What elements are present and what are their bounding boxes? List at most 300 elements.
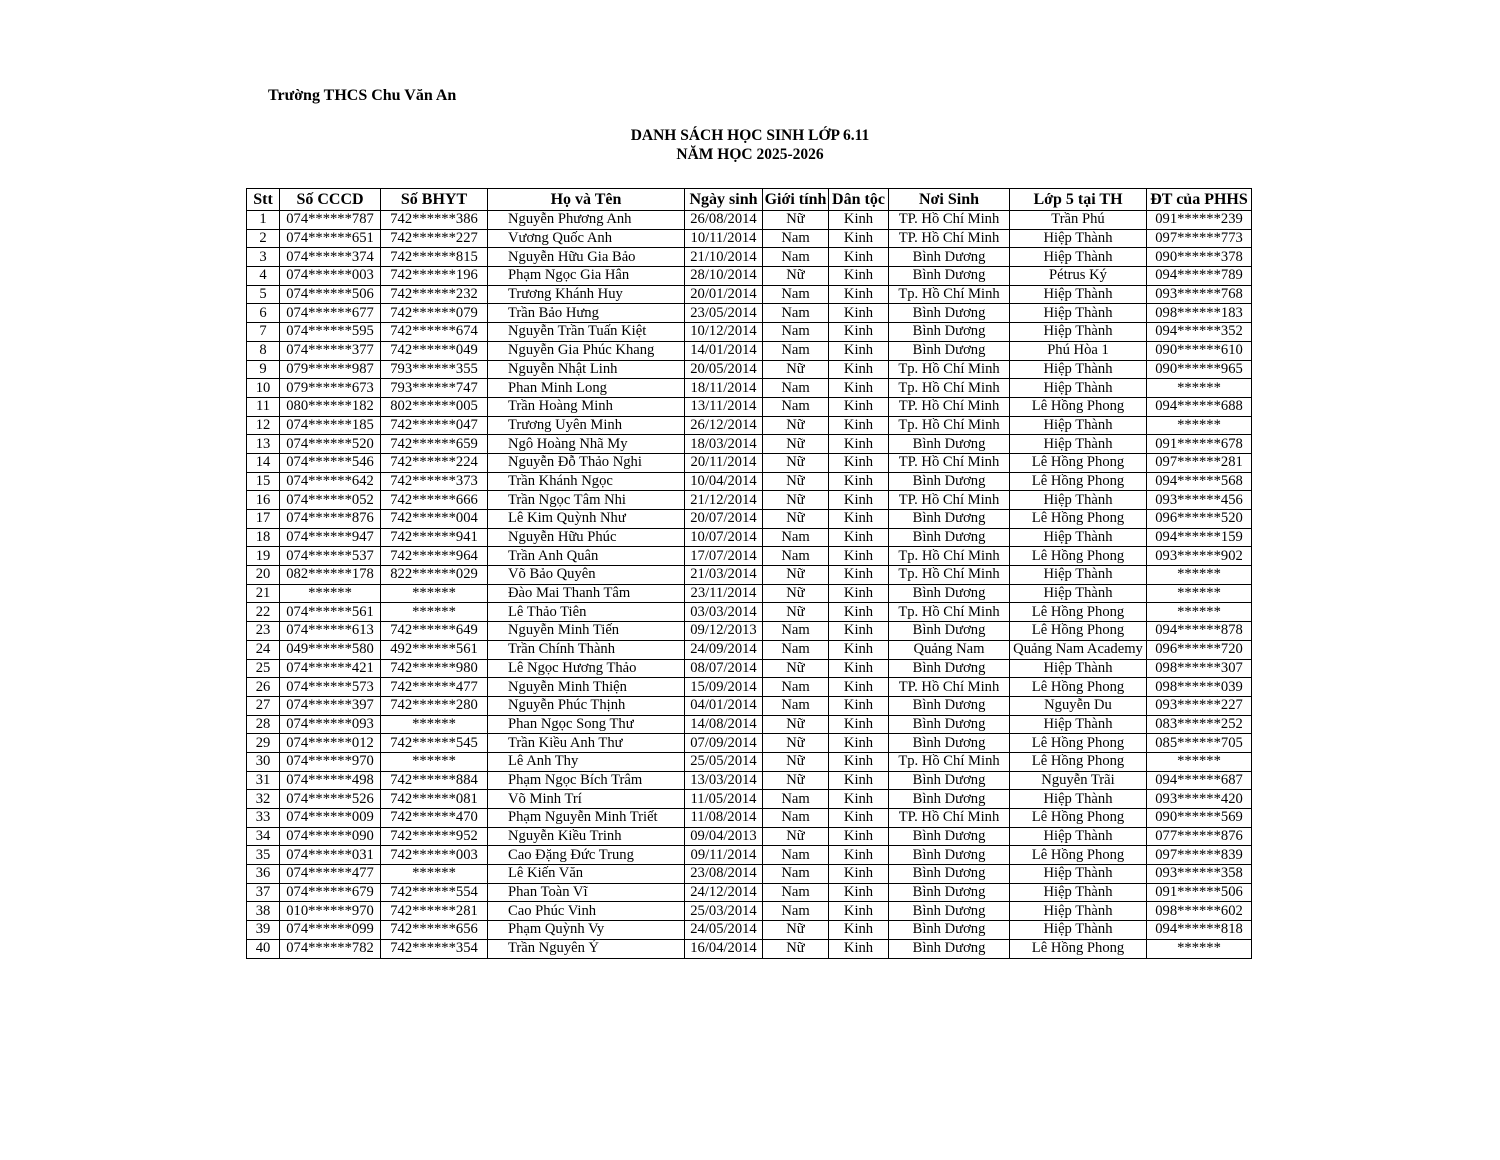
birth-place-cell: Bình Dương [889,584,1010,603]
parent-phone-cell: 091******678 [1147,435,1252,454]
table-row [247,752,1252,771]
cccd-number-cell: 074******099 [280,921,381,940]
grade5-school-cell: Hiệp Thành [1010,790,1147,809]
parent-phone-cell: 094******789 [1147,267,1252,286]
bhyt-number-cell: 742******354 [381,939,488,958]
birth-date-cell: 21/10/2014 [685,248,763,267]
row-number-cell: 16 [247,491,280,510]
ethnicity-cell: Kinh [829,809,889,828]
row-number-cell: 29 [247,734,280,753]
cccd-number-cell: 074******377 [280,341,381,360]
cccd-number-cell: 074******374 [280,248,381,267]
table-row [247,584,1252,603]
grade5-school-cell: Hiệp Thành [1010,865,1147,884]
student-name-cell: Trần Anh Quân [488,547,685,566]
bhyt-number-cell: 742******470 [381,809,488,828]
header-col-grade5-school: Lớp 5 tại TH [1010,189,1147,211]
student-name-cell: Trần Nguyên Ý [488,939,685,958]
ethnicity-cell: Kinh [829,883,889,902]
gender-cell: Nam [763,902,829,921]
birth-date-cell: 09/04/2013 [685,827,763,846]
cccd-number-cell: 074******506 [280,285,381,304]
gender-cell: Nữ [763,771,829,790]
table-row [247,659,1252,678]
grade5-school-cell: Lê Hồng Phong [1010,939,1147,958]
birth-date-cell: 28/10/2014 [685,267,763,286]
grade5-school-cell: Hiệp Thành [1010,921,1147,940]
bhyt-number-cell: 742******003 [381,846,488,865]
bhyt-number-cell: 742******004 [381,510,488,529]
row-number-cell: 35 [247,846,280,865]
table-row [247,883,1252,902]
table-row [247,603,1252,622]
cccd-number-cell: 074******397 [280,696,381,715]
birth-place-cell: Bình Dương [889,771,1010,790]
student-name-cell: Phan Minh Long [488,379,685,398]
ethnicity-cell: Kinh [829,939,889,958]
student-name-cell: Nguyễn Phúc Thịnh [488,696,685,715]
cccd-number-cell: 074******679 [280,883,381,902]
ethnicity-cell: Kinh [829,360,889,379]
birth-place-cell: Tp. Hồ Chí Minh [889,360,1010,379]
header-col-stt: Stt [247,189,280,211]
bhyt-number-cell: 742******941 [381,528,488,547]
bhyt-number-cell: 742******884 [381,771,488,790]
student-name-cell: Vương Quốc Anh [488,229,685,248]
student-name-cell: Nguyễn Đỗ Thảo Nghi [488,453,685,472]
cccd-number-cell: 074******520 [280,435,381,454]
row-number-cell: 17 [247,510,280,529]
gender-cell: Nữ [763,453,829,472]
row-number-cell: 19 [247,547,280,566]
student-name-cell: Võ Bảo Quyên [488,566,685,585]
table-row [247,323,1252,342]
gender-cell: Nam [763,790,829,809]
student-name-cell: Trần Khánh Ngọc [488,472,685,491]
ethnicity-cell: Kinh [829,827,889,846]
bhyt-number-cell: 742******079 [381,304,488,323]
row-number-cell: 28 [247,715,280,734]
gender-cell: Nam [763,865,829,884]
cccd-number-cell: 074******613 [280,622,381,641]
parent-phone-cell: 098******602 [1147,902,1252,921]
header-col-birth-place: Nơi Sinh [889,189,1010,211]
bhyt-number-cell: 742******049 [381,341,488,360]
table-row [247,435,1252,454]
bhyt-number-cell: 793******747 [381,379,488,398]
birth-place-cell: Bình Dương [889,528,1010,547]
ethnicity-cell: Kinh [829,397,889,416]
bhyt-number-cell: 742******666 [381,491,488,510]
gender-cell: Nam [763,547,829,566]
parent-phone-cell: 077******876 [1147,827,1252,846]
gender-cell: Nữ [763,659,829,678]
gender-cell: Nữ [763,921,829,940]
birth-date-cell: 14/01/2014 [685,341,763,360]
birth-place-cell: Quảng Nam [889,640,1010,659]
birth-place-cell: Bình Dương [889,304,1010,323]
birth-date-cell: 21/03/2014 [685,566,763,585]
birth-date-cell: 10/11/2014 [685,229,763,248]
cccd-number-cell: 074******003 [280,267,381,286]
grade5-school-cell: Lê Hồng Phong [1010,510,1147,529]
birth-date-cell: 24/12/2014 [685,883,763,902]
row-number-cell: 5 [247,285,280,304]
student-name-cell: Nguyễn Minh Thiện [488,678,685,697]
birth-place-cell: Bình Dương [889,865,1010,884]
cccd-number-cell: 074******595 [280,323,381,342]
table-row [247,696,1252,715]
student-name-cell: Nguyễn Kiều Trinh [488,827,685,846]
grade5-school-cell: Hiệp Thành [1010,360,1147,379]
grade5-school-cell: Lê Hồng Phong [1010,453,1147,472]
ethnicity-cell: Kinh [829,547,889,566]
parent-phone-cell: 097******281 [1147,453,1252,472]
birth-place-cell: Bình Dương [889,939,1010,958]
cccd-number-cell: 074******787 [280,211,381,230]
gender-cell: Nam [763,846,829,865]
birth-place-cell: Bình Dương [889,472,1010,491]
parent-phone-cell: 090******965 [1147,360,1252,379]
parent-phone-cell: 094******568 [1147,472,1252,491]
table-row [247,734,1252,753]
ethnicity-cell: Kinh [829,416,889,435]
birth-place-cell: TP. Hồ Chí Minh [889,397,1010,416]
parent-phone-cell: 096******520 [1147,510,1252,529]
birth-date-cell: 18/03/2014 [685,435,763,454]
ethnicity-cell: Kinh [829,921,889,940]
gender-cell: Nữ [763,360,829,379]
table-row [247,790,1252,809]
birth-date-cell: 03/03/2014 [685,603,763,622]
table-row [247,248,1252,267]
row-number-cell: 27 [247,696,280,715]
table-body [247,211,1252,959]
bhyt-number-cell: 742******980 [381,659,488,678]
parent-phone-cell: 097******773 [1147,229,1252,248]
bhyt-number-cell: 793******355 [381,360,488,379]
grade5-school-cell: Hiệp Thành [1010,491,1147,510]
birth-date-cell: 20/07/2014 [685,510,763,529]
parent-phone-cell: 094******818 [1147,921,1252,940]
ethnicity-cell: Kinh [829,566,889,585]
cccd-number-cell: 074******090 [280,827,381,846]
gender-cell: Nữ [763,752,829,771]
bhyt-number-cell: ****** [381,603,488,622]
gender-cell: Nữ [763,510,829,529]
table-row [247,715,1252,734]
ethnicity-cell: Kinh [829,323,889,342]
birth-date-cell: 10/04/2014 [685,472,763,491]
gender-cell: Nam [763,640,829,659]
gender-cell: Nam [763,397,829,416]
birth-place-cell: TP. Hồ Chí Minh [889,491,1010,510]
parent-phone-cell: ****** [1147,752,1252,771]
birth-date-cell: 15/09/2014 [685,678,763,697]
birth-date-cell: 20/01/2014 [685,285,763,304]
cccd-number-cell: 049******580 [280,640,381,659]
ethnicity-cell: Kinh [829,902,889,921]
gender-cell: Nữ [763,603,829,622]
gender-cell: Nữ [763,267,829,286]
cccd-number-cell: 074******677 [280,304,381,323]
header-col-full-name: Họ và Tên [488,189,685,211]
parent-phone-cell: ****** [1147,939,1252,958]
grade5-school-cell: Phú Hòa 1 [1010,341,1147,360]
ethnicity-cell: Kinh [829,584,889,603]
cccd-number-cell: 074******421 [280,659,381,678]
parent-phone-cell: 094******688 [1147,397,1252,416]
gender-cell: Nam [763,229,829,248]
birth-place-cell: Bình Dương [889,846,1010,865]
grade5-school-cell: Hiệp Thành [1010,229,1147,248]
grade5-school-cell: Hiệp Thành [1010,248,1147,267]
ethnicity-cell: Kinh [829,659,889,678]
bhyt-number-cell: 742******280 [381,696,488,715]
row-number-cell: 39 [247,921,280,940]
table-row [247,902,1252,921]
birth-date-cell: 18/11/2014 [685,379,763,398]
gender-cell: Nam [763,622,829,641]
table-row [247,304,1252,323]
table-row [247,678,1252,697]
birth-date-cell: 08/07/2014 [685,659,763,678]
gender-cell: Nữ [763,472,829,491]
parent-phone-cell: 094******878 [1147,622,1252,641]
bhyt-number-cell: 742******656 [381,921,488,940]
birth-date-cell: 13/03/2014 [685,771,763,790]
student-name-cell: Trương Khánh Huy [488,285,685,304]
row-number-cell: 11 [247,397,280,416]
ethnicity-cell: Kinh [829,453,889,472]
grade5-school-cell: Hiệp Thành [1010,566,1147,585]
cccd-number-cell: 074******561 [280,603,381,622]
ethnicity-cell: Kinh [829,752,889,771]
ethnicity-cell: Kinh [829,715,889,734]
ethnicity-cell: Kinh [829,771,889,790]
cccd-number-cell: 074******642 [280,472,381,491]
parent-phone-cell: 098******039 [1147,678,1252,697]
ethnicity-cell: Kinh [829,229,889,248]
grade5-school-cell: Hiệp Thành [1010,304,1147,323]
table-row [247,771,1252,790]
birth-date-cell: 07/09/2014 [685,734,763,753]
student-name-cell: Võ Minh Trí [488,790,685,809]
grade5-school-cell: Lê Hồng Phong [1010,472,1147,491]
bhyt-number-cell: ****** [381,865,488,884]
student-name-cell: Phạm Nguyễn Minh Triết [488,809,685,828]
cccd-number-cell: 074******537 [280,547,381,566]
gender-cell: Nữ [763,491,829,510]
table-row [247,491,1252,510]
row-number-cell: 21 [247,584,280,603]
birth-date-cell: 11/05/2014 [685,790,763,809]
birth-place-cell: Bình Dương [889,323,1010,342]
birth-date-cell: 10/12/2014 [685,323,763,342]
bhyt-number-cell: 742******386 [381,211,488,230]
birth-place-cell: Bình Dương [889,659,1010,678]
grade5-school-cell: Hiệp Thành [1010,416,1147,435]
bhyt-number-cell: ****** [381,584,488,603]
birth-place-cell: Tp. Hồ Chí Minh [889,416,1010,435]
grade5-school-cell: Hiệp Thành [1010,528,1147,547]
bhyt-number-cell: 742******952 [381,827,488,846]
bhyt-number-cell: 742******649 [381,622,488,641]
grade5-school-cell: Hiệp Thành [1010,435,1147,454]
birth-place-cell: Bình Dương [889,883,1010,902]
student-name-cell: Phan Toàn Vĩ [488,883,685,902]
cccd-number-cell: 080******182 [280,397,381,416]
birth-date-cell: 16/04/2014 [685,939,763,958]
gender-cell: Nữ [763,416,829,435]
header-col-ethnicity: Dân tộc [829,189,889,211]
grade5-school-cell: Lê Hồng Phong [1010,547,1147,566]
table-row [247,397,1252,416]
student-name-cell: Lê Kim Quỳnh Như [488,510,685,529]
parent-phone-cell: ****** [1147,566,1252,585]
birth-place-cell: TP. Hồ Chí Minh [889,229,1010,248]
grade5-school-cell: Lê Hồng Phong [1010,622,1147,641]
parent-phone-cell: 090******378 [1147,248,1252,267]
row-number-cell: 38 [247,902,280,921]
parent-phone-cell: 093******768 [1147,285,1252,304]
birth-place-cell: Bình Dương [889,902,1010,921]
grade5-school-cell: Lê Hồng Phong [1010,809,1147,828]
birth-date-cell: 11/08/2014 [685,809,763,828]
parent-phone-cell: 096******720 [1147,640,1252,659]
bhyt-number-cell: 742******674 [381,323,488,342]
parent-phone-cell: 094******687 [1147,771,1252,790]
birth-place-cell: Bình Dương [889,435,1010,454]
birth-date-cell: 09/12/2013 [685,622,763,641]
document-title-block [500,126,1000,164]
bhyt-number-cell: 742******047 [381,416,488,435]
row-number-cell: 33 [247,809,280,828]
cccd-number-cell: ****** [280,584,381,603]
cccd-number-cell: 074******009 [280,809,381,828]
cccd-number-cell: 079******987 [280,360,381,379]
gender-cell: Nam [763,528,829,547]
gender-cell: Nam [763,304,829,323]
birth-date-cell: 09/11/2014 [685,846,763,865]
row-number-cell: 1 [247,211,280,230]
ethnicity-cell: Kinh [829,865,889,884]
row-number-cell: 25 [247,659,280,678]
ethnicity-cell: Kinh [829,379,889,398]
bhyt-number-cell: 742******815 [381,248,488,267]
gender-cell: Nữ [763,211,829,230]
row-number-cell: 37 [247,883,280,902]
gender-cell: Nữ [763,566,829,585]
birth-place-cell: Bình Dương [889,622,1010,641]
parent-phone-cell: 090******610 [1147,341,1252,360]
birth-place-cell: Bình Dương [889,341,1010,360]
table-row [247,640,1252,659]
birth-place-cell: TP. Hồ Chí Minh [889,678,1010,697]
student-name-cell: Nguyễn Phương Anh [488,211,685,230]
header-col-bhyt: Số BHYT [381,189,488,211]
parent-phone-cell: 093******456 [1147,491,1252,510]
bhyt-number-cell: 802******005 [381,397,488,416]
birth-place-cell: Bình Dương [889,510,1010,529]
table-row [247,566,1252,585]
table-row [247,416,1252,435]
birth-place-cell: Bình Dương [889,734,1010,753]
gender-cell: Nữ [763,827,829,846]
gender-cell: Nam [763,883,829,902]
row-number-cell: 8 [247,341,280,360]
row-number-cell: 7 [247,323,280,342]
grade5-school-cell: Lê Hồng Phong [1010,734,1147,753]
ethnicity-cell: Kinh [829,790,889,809]
table-row [247,472,1252,491]
gender-cell: Nữ [763,939,829,958]
row-number-cell: 20 [247,566,280,585]
header-col-cccd: Số CCCD [280,189,381,211]
header-col-parent-phone: ĐT của PHHS [1147,189,1252,211]
row-number-cell: 12 [247,416,280,435]
ethnicity-cell: Kinh [829,622,889,641]
row-number-cell: 6 [247,304,280,323]
gender-cell: Nam [763,379,829,398]
table-row [247,510,1252,529]
bhyt-number-cell: 742******232 [381,285,488,304]
birth-date-cell: 04/01/2014 [685,696,763,715]
document-subtitle: NĂM HỌC 2025-2026 [676,146,824,163]
gender-cell: Nam [763,696,829,715]
student-name-cell: Nguyễn Hữu Phúc [488,528,685,547]
row-number-cell: 3 [247,248,280,267]
birth-date-cell: 23/08/2014 [685,865,763,884]
birth-place-cell: Tp. Hồ Chí Minh [889,285,1010,304]
grade5-school-cell: Hiệp Thành [1010,659,1147,678]
gender-cell: Nữ [763,715,829,734]
cccd-number-cell: 074******651 [280,229,381,248]
student-name-cell: Nguyễn Nhật Linh [488,360,685,379]
grade5-school-cell: Hiệp Thành [1010,883,1147,902]
birth-date-cell: 24/05/2014 [685,921,763,940]
row-number-cell: 2 [247,229,280,248]
student-name-cell: Cao Đặng Đức Trung [488,846,685,865]
cccd-number-cell: 082******178 [280,566,381,585]
row-number-cell: 10 [247,379,280,398]
birth-date-cell: 25/03/2014 [685,902,763,921]
student-name-cell: Lê Thảo Tiên [488,603,685,622]
student-name-cell: Phạm Ngọc Gia Hân [488,267,685,286]
ethnicity-cell: Kinh [829,472,889,491]
row-number-cell: 36 [247,865,280,884]
parent-phone-cell: 091******239 [1147,211,1252,230]
birth-place-cell: Tp. Hồ Chí Minh [889,603,1010,622]
ethnicity-cell: Kinh [829,528,889,547]
ethnicity-cell: Kinh [829,696,889,715]
ethnicity-cell: Kinh [829,510,889,529]
bhyt-number-cell: ****** [381,715,488,734]
parent-phone-cell: ****** [1147,603,1252,622]
parent-phone-cell: 097******839 [1147,846,1252,865]
ethnicity-cell: Kinh [829,435,889,454]
cccd-number-cell: 079******673 [280,379,381,398]
bhyt-number-cell: 742******659 [381,435,488,454]
birth-place-cell: Tp. Hồ Chí Minh [889,752,1010,771]
row-number-cell: 9 [247,360,280,379]
student-name-cell: Nguyễn Hữu Gia Bảo [488,248,685,267]
cccd-number-cell: 074******546 [280,453,381,472]
ethnicity-cell: Kinh [829,678,889,697]
birth-date-cell: 20/11/2014 [685,453,763,472]
bhyt-number-cell: ****** [381,752,488,771]
table-header-row [247,189,1252,211]
